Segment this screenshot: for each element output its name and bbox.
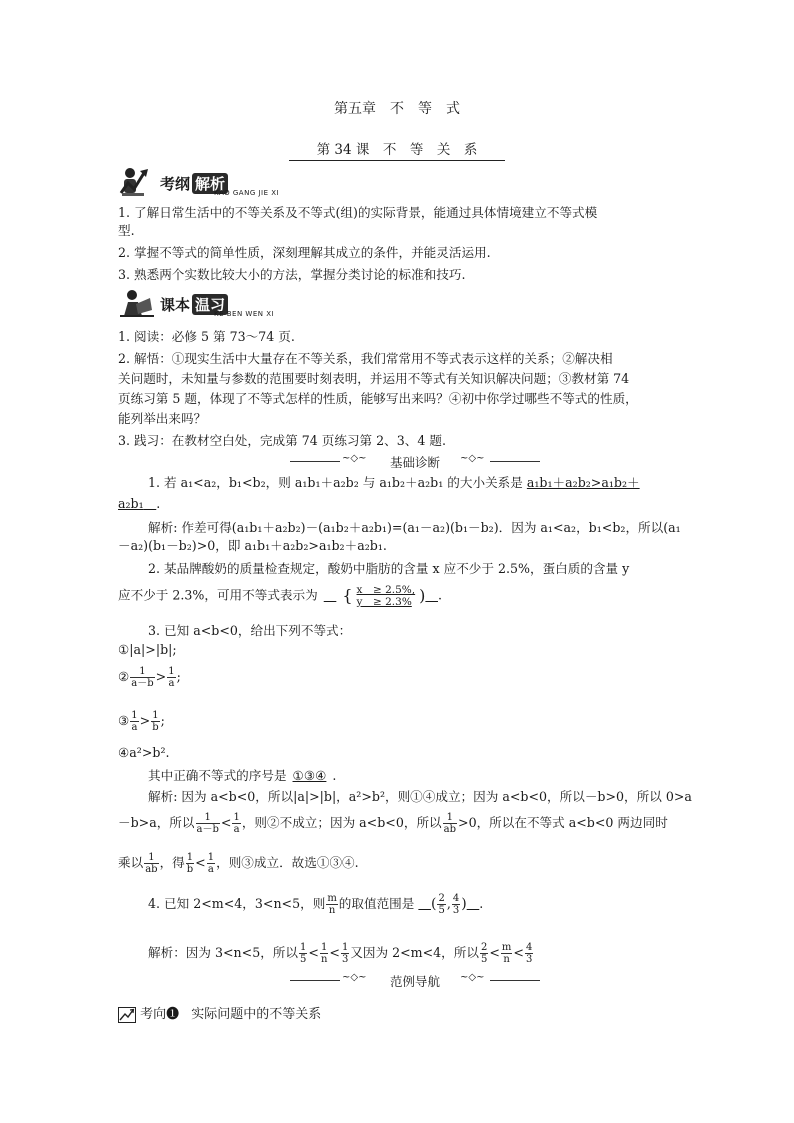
review-item-2c: 页练习第 5 题，体现了不等式怎样的性质，能够写出来吗？④初中你学过哪些不等式的性质， [118,391,638,406]
q4-line1: 4. 已知 2<m<4，3<n<5，则 $\frac{m}{n}$ 的取值范围是 ( $\frac{2}{5}$ , $\frac{4}{3}$ ) . [148,893,484,916]
trend-arrow-icon [118,1007,136,1023]
q4-answer-paren-open: ( [430,896,437,912]
banner-title-a: 课本 [160,296,191,314]
review-item-2d: 能列举出来吗？ [118,411,207,426]
q3-ask: 其中正确不等式的序号是 ①③④ . [148,768,337,783]
review-item-1: 1. 阅读：必修 5 第 73～74 页. [118,329,295,344]
frac-m-over-n: $\frac{m}{n}$ [501,942,512,965]
review-item-2: 2. 解悟：①现实生活中大量存在不等关系，我们常常用不等式表示这样的关系；②解决相 [118,351,613,366]
section-banner-kebenwenxi [118,286,318,326]
q3-solution-1: 解析: 因为 a<b<0，所以|a|>|b|，a²>b²，则①④成立；因为 a<b<0，所以－b>0，所以 0>a [148,789,692,804]
q3-solution-2: －b>a，所以 $\frac{1}{a-b}$ < $\frac{1}{a}$ ，则②不成立；因为 a<b<0，所以 $\frac{1}{ab}$ >0，所以在不等式 a<b<0 两边同时 [118,812,668,835]
q1-answer-b: a₂b₁ [118,496,144,511]
frac-1-over-a: $\frac{1}{a}$ [233,812,240,835]
q3-opt4: ④a²>b². [118,745,170,760]
frac-1-over-ab: $\frac{1}{ab}$ [145,852,158,875]
chapter-title: 第五章 不 等 式 [334,101,460,117]
review-item-3: 3. 践习：在教材空白处，完成第 74 页练习第 2、3、4 题. [118,433,446,448]
frac-1-over-a-minus-b: $\frac{1}{a-b}$ [196,812,219,835]
kaoxiang-title: 实际问题中的不等关系 [191,1007,322,1022]
outline-item-1b: 型. [118,223,135,238]
divider-line-right [490,980,540,981]
kaoxiang-label: 考向❶ [140,1007,180,1022]
frac-1-over-a: $\frac{1}{a}$ [168,666,175,689]
q2-system-y: y ≥ 2.3% [356,596,412,608]
kaoxiang-header [118,1003,321,1023]
divider-ornament-left: ~◇~ [342,972,367,983]
banner-subtitle: KAO GANG JIE XI [214,189,280,197]
divider-ornament-left: ~◇~ [342,453,367,464]
banner-title-b: 解析 [192,173,228,194]
frac-1-over-b: $\frac{1}{b}$ [186,852,194,875]
outline-item-2: 2. 掌握不等式的简单性质，深刻理解其成立的条件，并能灵活运用. [118,245,491,260]
q1-answer-a: a₁b₁＋a₂b₂>a₁b₂＋ [526,475,640,490]
frac-1-over-n: $\frac{1}{n}$ [320,942,328,965]
q1-stem: 1. 若 a₁<a₂，b₁<b₂，则 a₁b₁＋a₂b₂ 与 a₁b₂＋a₂b₁ 的大小关系是 [148,475,523,490]
q2-line1: 2. 某品牌酸奶的质量检查规定，酸奶中脂肪的含量 x 应不少于 2.5%，蛋白质的含量 y [148,561,630,576]
frac-4-over-3: $\frac{4}{3}$ [452,893,460,916]
section-banner-kaogang [118,165,318,205]
reading-student-icon [118,286,158,320]
q2-stem: 应不少于 2.3%，可用不等式表示为 [118,587,318,603]
divider-ornament-right: ~◇~ [460,972,485,983]
q3-opt3: ③ $\frac{1}{a}$ > $\frac{1}{b}$ ; [118,710,165,733]
q2-system-x: x ≥ 2.5%, [356,584,416,596]
banner-title-a: 考纲 [160,175,191,193]
divider-fanli [290,972,540,988]
divider-text: 基础诊断 [389,455,440,470]
q1-line1 [148,474,640,492]
q2-line2: 应不少于 2.3%，可用不等式表示为 { $\frac{x \ge 2.5\%,}{y \ge 2.3\%}$ ) . [118,584,442,608]
banner-title-b: 温习 [192,294,228,315]
lesson-title [0,138,794,161]
q4-solution: 解析：因为 3<n<5，所以 $\frac{1}{5}$ < $\frac{1}{n}$ < $\frac{1}{3}$ 又因为 2<m<4，所以 $\frac{2}{5}$ < $\frac{m}{n}$ < $\frac{4}{3}$ [148,942,533,965]
frac-m-over-n: $\frac{m}{n}$ [327,893,337,916]
q3-opt2: ② $\frac{1}{a-b}$ > $\frac{1}{a}$ ; [118,666,181,689]
review-item-2b: 关问题时，未知量与参数的范围要时刻表明，并运用不等式有关知识解决问题；③教材第 74 [118,371,630,386]
frac-1-over-ab: $\frac{1}{ab}$ [443,812,457,835]
divider-line-right [490,461,540,462]
divider-jichu [290,453,540,469]
q1-solution-1: 解析: 作差可得(a₁b₁＋a₂b₂)－(a₁b₂＋a₂b₁)=(a₁－a₂)(b₁－b₂)．因为 a₁<a₂，b₁<b₂，所以(a₁ [148,520,681,535]
q3-opt1: ①|a|>|b|; [118,642,177,657]
q1-solution-2: －a₂)(b₁－b₂)>0，即 a₁b₁＋a₂b₂>a₁b₂＋a₂b₁. [118,538,387,553]
frac-1-over-a: $\frac{1}{a}$ [207,852,215,875]
q2-system [357,584,416,608]
frac-1-over-5: $\frac{1}{5}$ [300,942,307,965]
frac-2-over-5: $\frac{2}{5}$ [480,942,488,965]
lesson-title-text: 第 34 课 不 等 关 系 [289,138,506,161]
frac-1-over-a-minus-b: $\frac{1}{a-b}$ [131,666,154,689]
q3-answer: ①③④ [292,768,327,783]
q2-brace: { [342,586,353,605]
q3-line1: 3. 已知 a<b<0，给出下列不等式： [148,623,352,638]
q4-answer-paren-close: ) [461,896,467,912]
q1-line2: a₂b₁ . [118,496,161,511]
frac-2-over-5: $\frac{2}{5}$ [438,893,445,916]
frac-1-over-3: $\frac{1}{3}$ [341,942,349,965]
frac-1-over-a: $\frac{1}{a}$ [131,710,138,733]
frac-1-over-b: $\frac{1}{b}$ [152,710,159,733]
banner-subtitle: KE BEN WEN XI [214,310,275,318]
outline-item-1: 1. 了解日常生活中的不等关系及不等式(组)的实际背景，能通过具体情境建立不等式模 [118,205,598,220]
student-arrow-icon [118,165,158,199]
frac-4-over-3: $\frac{4}{3}$ [525,942,533,965]
divider-text: 范例导航 [389,974,440,989]
q3-solution-3: 乘以 $\frac{1}{ab}$ ，得 $\frac{1}{b}$ < $\frac{1}{a}$ ，则③成立．故选①③④. [118,852,359,875]
divider-ornament-right: ~◇~ [460,453,485,464]
outline-item-3: 3. 熟悉两个实数比较大小的方法，掌握分类讨论的标准和技巧. [118,267,466,282]
